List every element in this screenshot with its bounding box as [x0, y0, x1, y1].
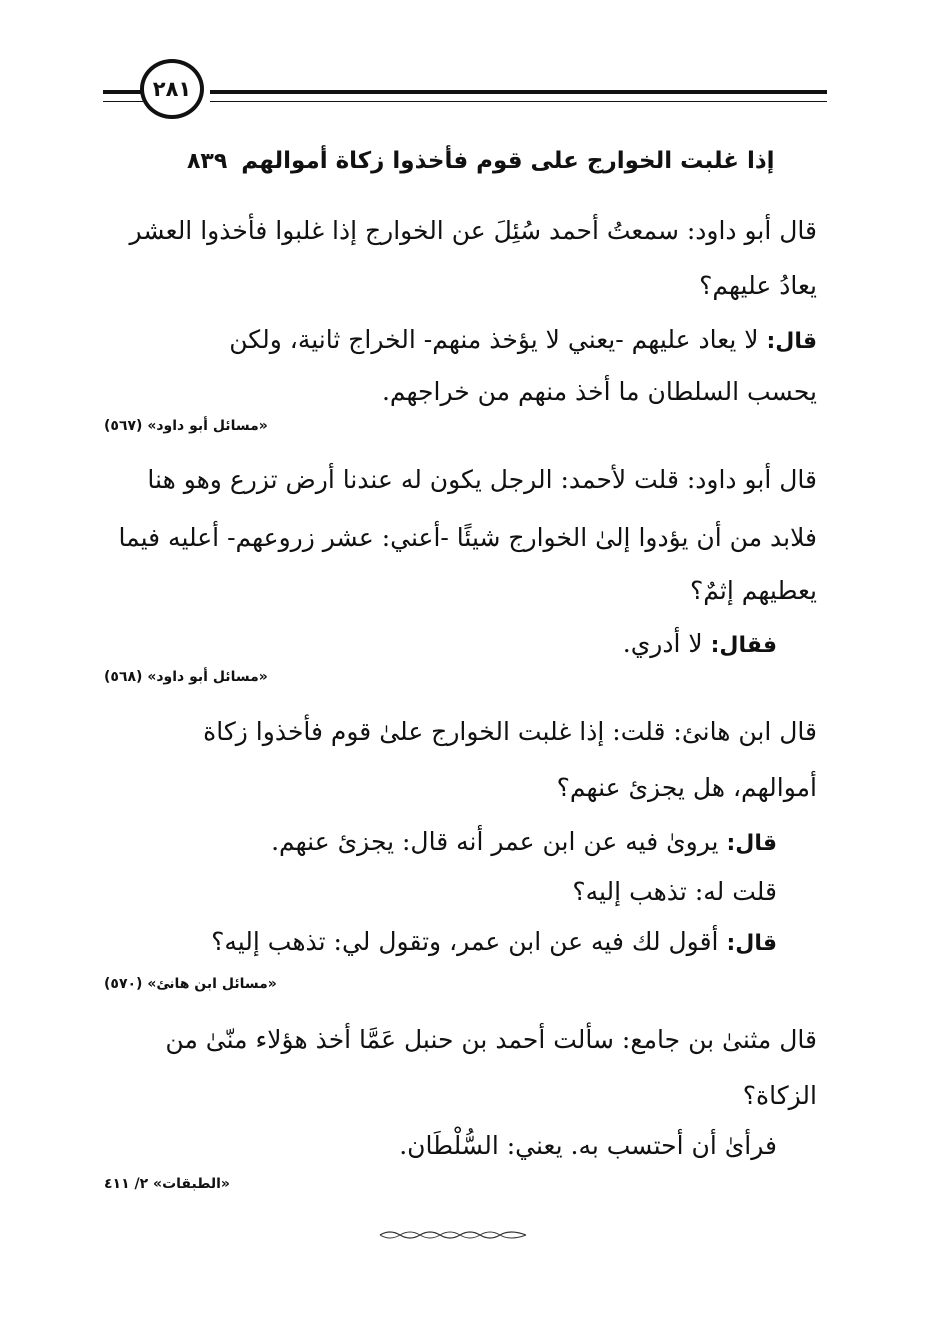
page-number: ٢٨١ — [140, 59, 204, 119]
speaker-label: قال: — [726, 831, 777, 856]
header-rule-right — [210, 90, 827, 94]
speaker-label: قال: — [726, 931, 777, 956]
header-rule-right-thin — [210, 101, 827, 102]
issue-title: إذا غلبت الخوارج على قوم فأخذوا زكاة أموالهم — [241, 148, 775, 174]
header-rule-left-thin — [103, 101, 143, 102]
text-line: الزكاة؟ — [742, 1081, 817, 1110]
issue-number: ٨٣٩ — [187, 148, 228, 174]
text-line: فقال: لا أدري. — [622, 629, 777, 658]
text-line: يعطيهم إثمٌ؟ — [690, 576, 817, 605]
text-line: قال أبو داود: سمعتُ أحمد سُئِلَ عن الخوارج إذا غلبوا فأخذوا العشر — [129, 216, 817, 245]
speaker-label: قال: — [766, 329, 817, 354]
text-line: فرأىٰ أن أحتسب به. يعني: السُّلْطَان. — [399, 1131, 777, 1160]
text-line: يحسب السلطان ما أخذ منهم من خراجهم. — [381, 377, 817, 406]
text-line: قال: أقول لك فيه عن ابن عمر، وتقول لي: تذهب إليه؟ — [211, 927, 777, 956]
footer-ornament — [378, 1228, 528, 1242]
header-rule-left — [103, 90, 143, 94]
text-line: قلت له: تذهب إليه؟ — [572, 877, 777, 906]
text-line: فلابد من أن يؤدوا إلىٰ الخوارج شيئًا -أعني: عشر زروعهم- أعليه فيما — [118, 523, 817, 552]
source-citation: «مسائل أبو داود» (٥٦٧) — [104, 418, 268, 434]
text-line: قال أبو داود: قلت لأحمد: الرجل يكون له عندنا أرض تزرع وهو هنا — [147, 465, 817, 494]
text-line: قال مثنىٰ بن جامع: سألت أحمد بن حنبل عَمَّا أخذ هؤلاء منّىٰ من — [165, 1025, 817, 1054]
text-line: قال ابن هانئ: قلت: إذا غلبت الخوارج علىٰ قوم فأخذوا زكاة — [203, 717, 817, 746]
source-citation: «مسائل أبو داود» (٥٦٨) — [104, 669, 268, 685]
source-citation: «مسائل ابن هانئ» (٥٧٠) — [104, 976, 277, 992]
text-line: قال: لا يعاد عليهم -يعني لا يؤخذ منهم- الخراج ثانية، ولكن — [229, 325, 817, 354]
issue-heading — [187, 148, 827, 174]
text-line: أموالهم، هل يجزئ عنهم؟ — [556, 773, 817, 802]
source-citation: «الطبقات» ٢/ ٤١١ — [104, 1176, 230, 1192]
speaker-label: فقال: — [710, 633, 777, 658]
text-line: قال: يروىٰ فيه عن ابن عمر أنه قال: يجزئ عنهم. — [271, 827, 777, 856]
text-line: يعادُ عليهم؟ — [699, 271, 817, 300]
